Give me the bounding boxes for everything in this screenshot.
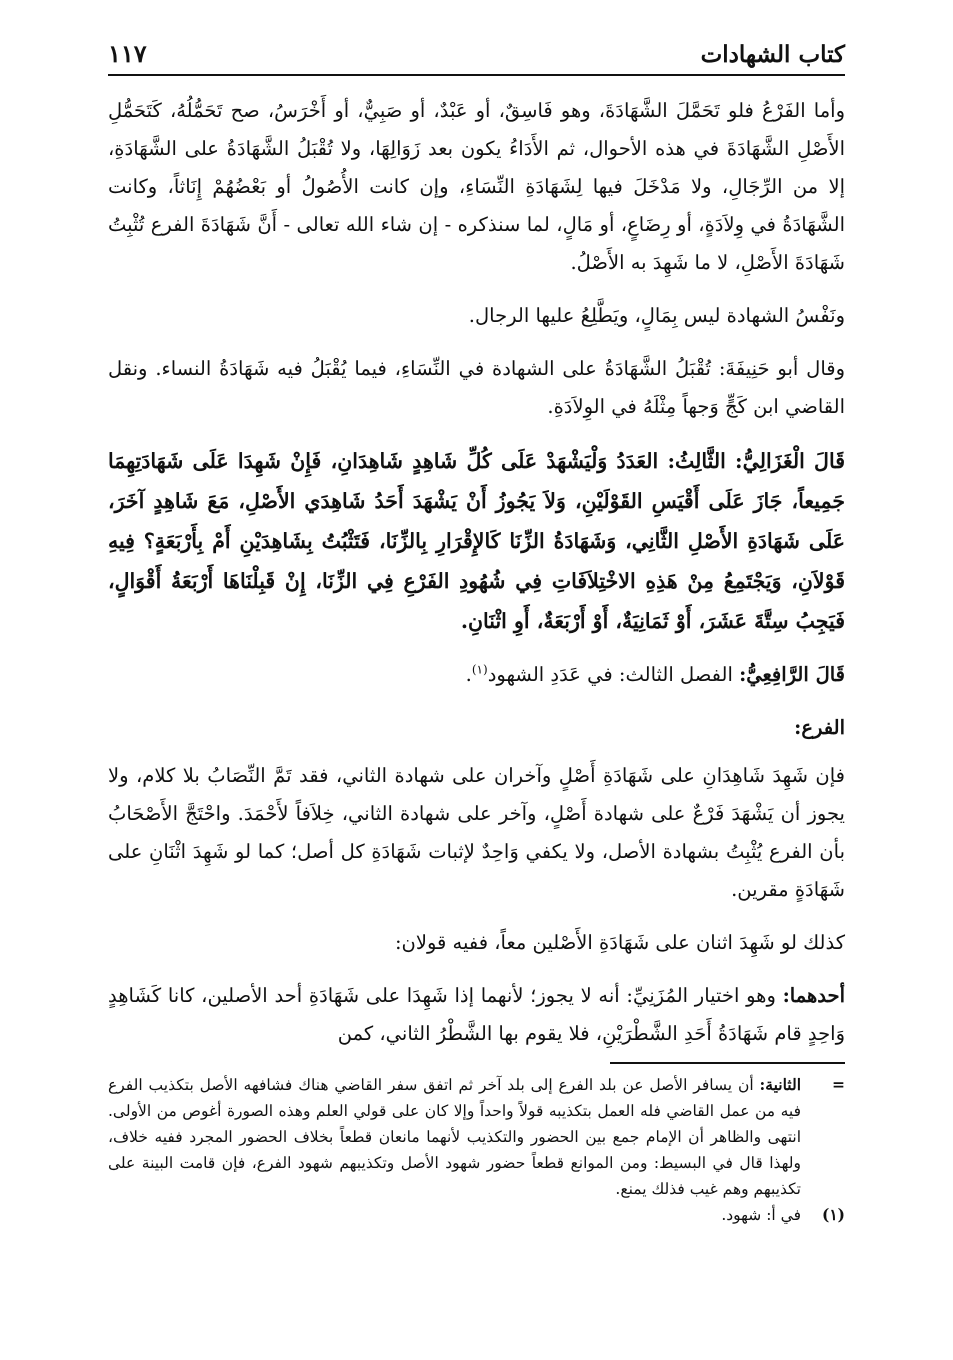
paragraph-first-opinion [108, 977, 845, 1053]
paragraph-ghazali-text: قَالَ الْغَزَالِيُّ: الثَّالِثُ: العَدَدُ وَلْيَشْهَدْ عَلَى كُلِّ شَاهِدٍ شَاهِدَانِ، فَإِنْ شَهِدَا عَلَى شَهَادَتِهِمَا جَمِيعاً، جَازَ عَلَى أَقْيَسِ القَوْلَيْنِ، وَلاَ يَجُوزُ أَنْ يَشْهَدَ أَحَدُ شَاهِدَي الأَصْلِ، مَعَ شَاهِدٍ آخَرَ، عَلَى شَهَادَةِ الأَصْلِ الثَّانِي، وَشَهَادَةُ الزِّنَا كَالإِقْرَارِ بِالزِّنَا، فَتَثْبُتُ بِشَاهِدَيْنِ أَمْ بِأَرْبَعَةٍ؟ فِيهِ قَوْلاَنِ، وَيَجْتَمِعُ مِنْ هَذِهِ الاخْتِلاَفَاتِ فِي شُهُودِ الفَرْعِ فِي الزِّنَا، إِنْ قَبِلْنَاهَا أَرْبَعَةُ أَقْوَالٍ، فَيَجِبُ سِتَّةَ عَشَرَ، أَوْ ثَمَانِيَةٌ، أَوْ أَرْبَعَةٌ، أَوِ اثْنَانِ. [108, 449, 845, 633]
paragraph-two-witnesses: فإن شَهِدَ شَاهِدَانِ على شَهَادَةِ أَصْلٍ وآخران على شهادة الثاني، فقد تَمَّ النِّصَابُ بلا كلام، ولا يجوز أن يَشْهَدَ فَرْعٌ على شهادة أَصْلٍ، وآخر على شهادة الثاني، خِلاَفاً لأَحْمَدَ. واحْتَجَّ الأَصْحَابُ بأن الفرع يُثْبِتُ بشهادة الأصل، ولا يكفي وَاحِدٌ لإثبات شَهَادَةِ كل أصل؛ كما لو شَهِدَ اثْنَانِ على شَهَادَةٍ مقرين. [108, 764, 845, 901]
footnote-1 [108, 1202, 845, 1228]
paragraph-abu-hanifa: وقال أبو حَنِيفَةَ: تُقْبَلُ الشَّهَادَةُ على الشهادة في النِّسَاءِ، فيما يُقْبَلُ فيه شَهَادَةُ النساء. ونقل القاضي ابن كَجٍّ وَجهاً مِثْلَهُ في الوِلاَدَةِ. [108, 357, 845, 418]
paragraph-branch-witness: وأما الفَرْعُ فلو تَحَمَّلَ الشَّهَادَةَ، وهو فَاسِقٌ، أو عَبْدٌ، أو صَبِيٌّ، أو أَخْرَسُ، صح تَحَمُّلُهُ، كَتَحَمُّلِ الأَصْلِ الشَّهَادَةَ في هذه الأحوال، ثم الأَدَاءُ يكون بعد زَوَالِهَا، ولا تُقْبَلُ الشَّهَادَةُ على الشَّهَادَةِ، إلا من الرِّجَالِ، ولا مَدْخَلَ فيها لِشَهَادَةِ النِّسَاءِ، وإن كانت الأُصُولُ أو بَعْضُهُمْ إِنَاثاً، وكانت الشَّهَادَةُ في وِلاَدَةٍ، أو رِضَاعٍ، أو مَالٍ، لما سنذكره - إن شاء الله تعالى - أَنَّ شَهَادَةَ الفرع تُثْبِتُ شَهَادَةَ الأَصْلِ، لا ما شَهِدَ به الأَصْلُ. [108, 99, 845, 274]
footnote-continued-lead: الثانية: [759, 1075, 801, 1094]
footnote-1-mark: (١) [821, 1205, 845, 1224]
main-text [108, 92, 845, 1068]
rafii-end: . [465, 663, 472, 686]
footnote-ref-1: (١) [471, 662, 488, 677]
first-opinion-text: وهو اختيار المُزَنِيِّ: أنه لا يجوز؛ لأنهما إذا شَهِدَا على شَهَادَةِ أحد الأصلين، كانا كَشَاهِدٍ وَاحِدٍ قام شَهَادَةُ أَحَدِ الشَّطْرَيْنِ، فلا يقوم بها الشَّطْرُ الثاني، كمن [108, 984, 845, 1045]
paragraph-two-opinions: كذلك لو شَهِدَ اثنان على شَهَادَةِ الأَصْلين معاً، ففيه قولان: [394, 931, 845, 954]
footnote-continued-mark: = [832, 1075, 845, 1094]
footnote-1-text: في أ: شهود. [721, 1206, 801, 1224]
chapter-title: كتاب الشهادات [700, 41, 845, 68]
paragraph-testimony-not-property: ونَفْسُ الشهادة ليس بِمَالٍ، ويَطَّلِعُ عليها الرجال. [468, 304, 845, 327]
footnote-continued [108, 1072, 845, 1202]
paragraph-rafii-intro [108, 656, 845, 694]
page-number: ١١٧ [108, 39, 147, 68]
page-header [108, 30, 845, 76]
rafii-lead: قَالَ الرَّافِعِيُّ: [739, 663, 845, 686]
footnotes [108, 1072, 845, 1228]
footnote-divider [610, 1062, 845, 1064]
section-heading-branch: الفرع: [794, 716, 845, 739]
first-opinion-lead: أحدهما: [782, 984, 845, 1007]
footnote-continued-text: أن يسافر الأصل عن بلد الفرع إلى بلد آخر ثم اتفق سفر القاضي هناك فشافهه الأصل بتكذيب الفرع فيه من عمل القاضي فله العمل بتكذيبه قولاً واحداً وإلا كان على قولي العلم وهذه الصورة أغوص من الأولى. انتهى والظاهر أن الإمام جمع بين الحضور والتكذيب لأنهما مانعان قطعاً بخلاف الحضور المجرد ففيه خلاف، ولهذا قال في البسيط: ومن الموانع قطعاً حضور شهود الأصل وتكذيبهم شهود الفرع، فإن قامت البينة على تكذيبهم وهم غيب فذلك يمنع. [108, 1076, 801, 1198]
rafii-text: الفصل الثالث: في عَدَدِ الشهود [487, 663, 733, 686]
